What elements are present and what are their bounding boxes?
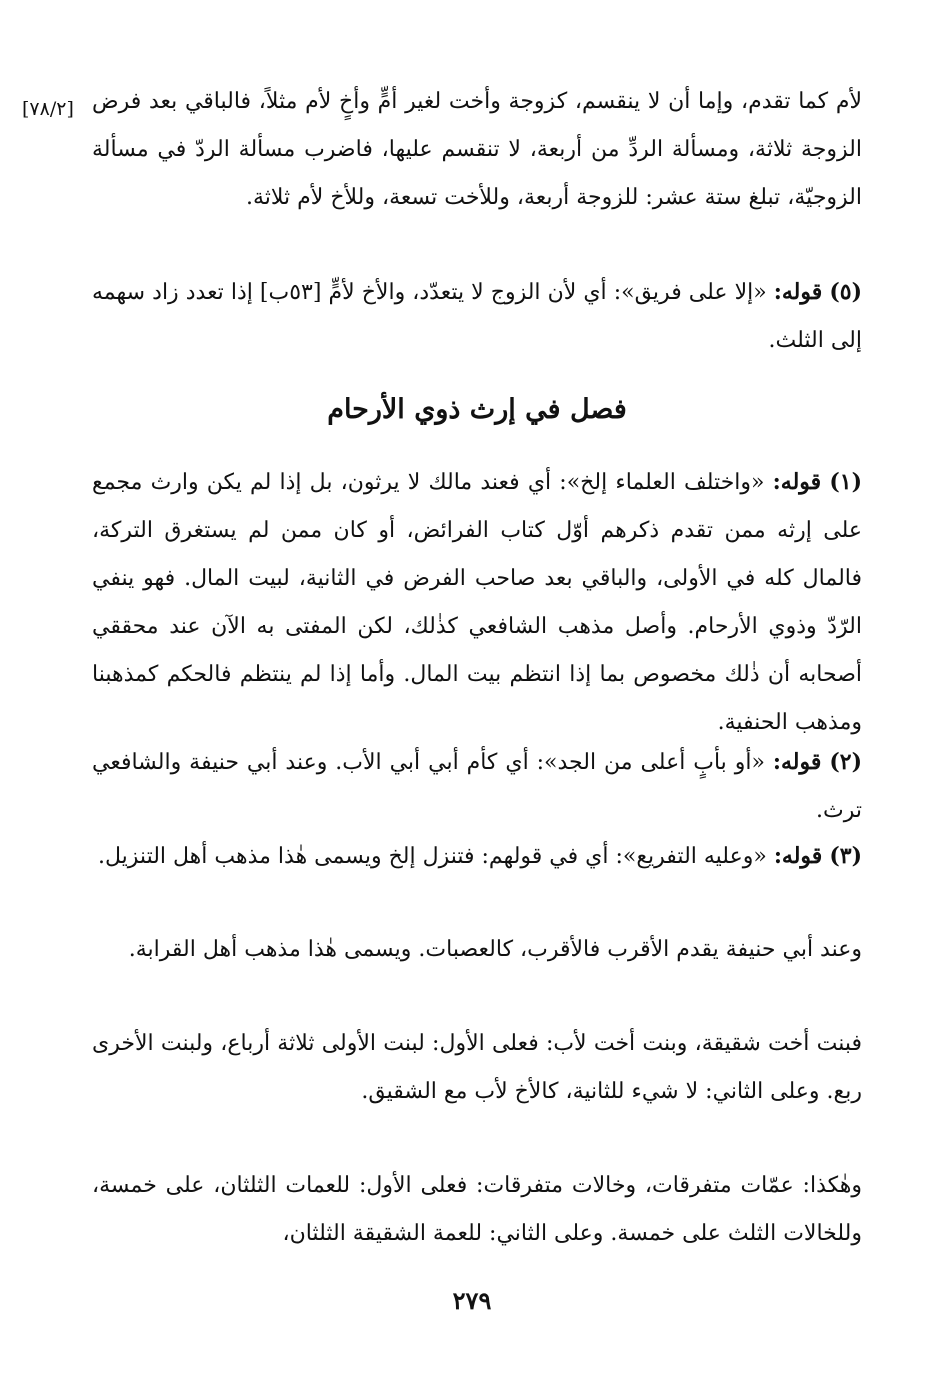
paragraph-text: وهٰكذا: عمّات متفرقات، وخالات متفرقات: فعلى الأول: للعمات الثلثان، على خمسة، وللخالات الثلث على خمسة. وعلى الثاني: للعمة الشقيقة الثلثان، [92, 1173, 862, 1246]
note-5 [92, 268, 862, 365]
paragraph-text: لأم كما تقدم، وإما أن لا ينقسم، كزوجة وأخت لغير أمٍّ وأخٍ لأم مثلاً، فالباقي بعد فرض الزوجة ثلاثة، ومسألة الردِّ من أربعة، لا تنقسم عليها، فاضرب مسألة الردّ في مسألة الزوجيّة، تبلغ ستة عشر: للزوجة أربعة، وللأخت تسعة، وللأخ لأم ثلاثة. [92, 89, 862, 210]
note-5-paragraph [92, 268, 862, 365]
note-label: قوله: [772, 469, 822, 495]
paragraph-text: وعند أبي حنيفة يقدم الأقرب فالأقرب، كالعصبات. ويسمى هٰذا مذهب أهل القرابة. [128, 937, 862, 962]
abu-hanifa-paragraph [92, 926, 862, 974]
note-text: «أو بأبٍ أعلى من الجد»: أي كأم أبي أبي الأب. وعند أبي حنيفة والشافعي ترث. [92, 750, 862, 823]
note-number: (٣) [829, 843, 862, 869]
note-number: (٢) [829, 749, 862, 775]
paragraph-text: فبنت أخت شقيقة، وبنت أخت لأب: فعلى الأول: لبنت الأولى ثلاثة أرباع، ولبنت الأخرى ربع. وعلى الثاني: لا شيء للثانية، كالأخ لأب مع الشقيق. [92, 1031, 862, 1104]
note-2 [92, 738, 862, 835]
note-text: «واختلف العلماء إلخ»: أي فعند مالك لا يرثون، بل إذا لم يكن وارث مجمع على إرثه ممن تقدم ذكرهم أوّل كتاب الفرائض، أو كان ممن لم يستغرق التركة، فالمال كله في الأولى، والباقي بعد صاحب الفرض في الثانية، لبيت المال. فهو ينفي الرّدّ وذوي الأرحام. وأصل مذهب الشافعي كذٰلك، لكن المفتى به الآن عند محققي أصحابه أن ذٰلك مخصوص بما إذا انتظم بيت المال. وأما إذا لم ينتظم فالحكم كمذهبنا ومذهب الحنفية. [92, 470, 862, 735]
note-2-paragraph [92, 738, 862, 835]
note-3-paragraph [92, 832, 862, 881]
note-1 [92, 458, 862, 747]
note-1-paragraph [92, 458, 862, 747]
note-text: «وعليه التفريع»: أي في قولهم: فتنزل إلخ ويسمى هٰذا مذهب أهل التنزيل. [98, 844, 767, 869]
note-number: (١) [829, 469, 863, 495]
note-label: قوله: [773, 843, 823, 869]
note-text: «إلا على فريق»: أي لأن الزوج لا يتعدّد، والأخ لأمٍّ [٥٣ب] إذا تعدد زاد سهمه إلى الثلث. [92, 280, 862, 353]
note-3 [92, 832, 862, 881]
note-label: قوله: [772, 749, 822, 775]
page-number: ٢٧٩ [452, 1286, 492, 1315]
section-heading: فصل في إرث ذوي الأرحام [327, 394, 627, 425]
note-label: قوله: [773, 279, 823, 305]
aunts-example-paragraph [92, 1162, 862, 1258]
continuation-paragraph [92, 78, 862, 222]
marginal-reference: [٧٨/٢] [22, 98, 74, 120]
note-number: (٥) [829, 279, 862, 305]
sisters-example-paragraph [92, 1020, 862, 1116]
